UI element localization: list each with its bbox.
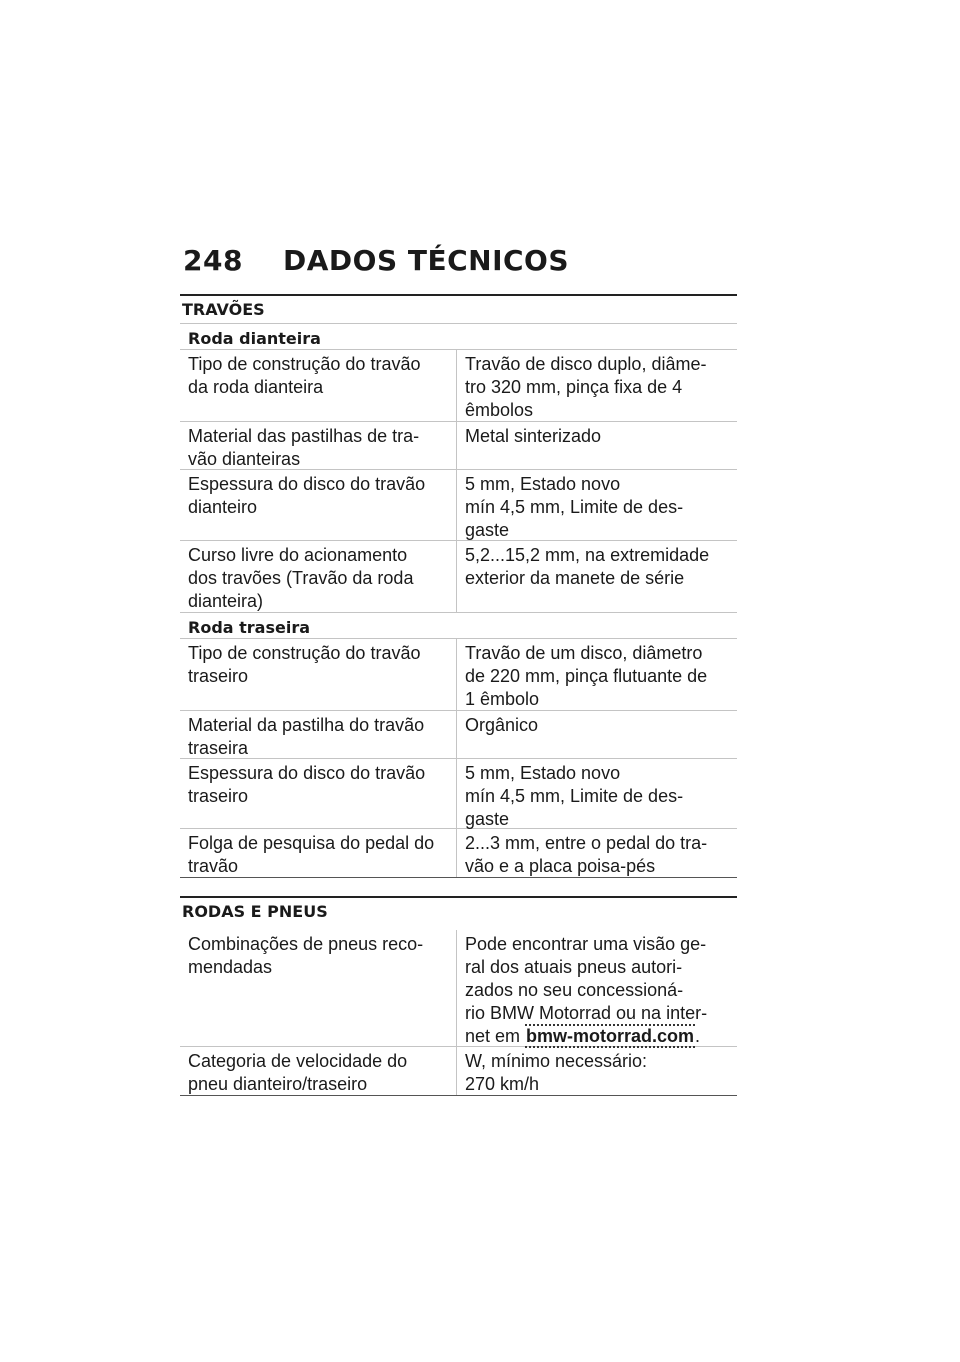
bmw-motorrad-link[interactable]: bmw-motorrad.com (526, 1026, 695, 1046)
section-travoes (180, 294, 737, 878)
table-row (180, 711, 737, 759)
table-row (180, 470, 737, 541)
row-key: Tipo de construção do travão da roda dianteira (180, 350, 457, 421)
row-key: Espessura do disco do travão traseiro (180, 759, 457, 828)
row-key: Curso livre do acionamento dos travões (Travão da roda dianteira) (180, 541, 457, 612)
table-row (180, 541, 737, 613)
row-key: Material da pastilha do travão traseira (180, 711, 457, 758)
table-row (180, 422, 737, 470)
row-value: Orgânico (465, 715, 539, 735)
page-header (183, 244, 743, 277)
subheading-front-wheel: Roda dianteira (180, 324, 737, 350)
table-row (180, 350, 737, 422)
page-number: 248 (183, 244, 243, 277)
subheading-rear-wheel: Roda traseira (180, 613, 737, 639)
table-row (180, 829, 737, 878)
section-rodas-pneus (180, 896, 737, 1096)
row-value: Metal sinterizado (465, 426, 602, 446)
section-title-travoes: TRAVÕES (180, 294, 737, 324)
row-key: Espessura do disco do travão dianteiro (180, 470, 457, 540)
page-title: DADOS TÉCNICOS (283, 244, 570, 277)
row-key: Folga de pesquisa do pedal do travão (180, 829, 457, 877)
row-value: W, mínimo necessário: 270 km/h (465, 1051, 648, 1094)
row-value: 5,2...15,2 mm, na extremidade exterior da manete de série (465, 545, 710, 588)
row-value: Pode encontrar uma visão ge- ral dos atuais pneus autori- zados no seu concessioná- rio BMW Motorrad ou na inter- net em bmw-motorrad.com. (465, 934, 708, 1046)
row-key: Combinações de pneus reco- mendadas (180, 930, 457, 1046)
row-key: Categoria de velocidade do pneu dianteiro/traseiro (180, 1047, 457, 1095)
table-row (180, 1047, 737, 1096)
table-row (180, 759, 737, 829)
row-value: 2...3 mm, entre o pedal do tra- vão e a placa poisa-pés (465, 833, 708, 876)
row-key: Material das pastilhas de tra- vão dianteiras (180, 422, 457, 469)
row-value: Travão de disco duplo, diâme- tro 320 mm, pinça fixa de 4 êmbolos (465, 354, 707, 420)
row-value: Travão de um disco, diâmetro de 220 mm, pinça flutuante de 1 êmbolo (465, 643, 708, 709)
table-row (180, 930, 737, 1047)
table-row (180, 639, 737, 711)
row-key: Tipo de construção do travão traseiro (180, 639, 457, 710)
row-value: 5 mm, Estado novo mín 4,5 mm, Limite de des- gaste (465, 763, 684, 829)
section-title-rodas-pneus: RODAS E PNEUS (180, 896, 737, 930)
row-value: 5 mm, Estado novo mín 4,5 mm, Limite de des- gaste (465, 474, 684, 540)
